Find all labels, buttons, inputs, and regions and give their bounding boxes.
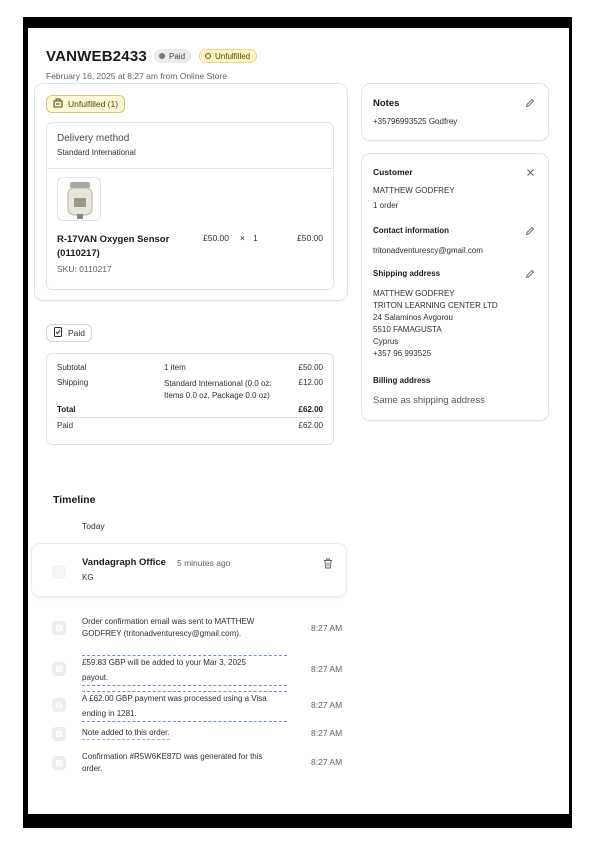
payment-status-label: Paid	[169, 51, 186, 61]
notes-title: Notes	[373, 98, 400, 109]
subtotal-label: Subtotal	[57, 363, 87, 372]
address-line: Cyprus	[373, 337, 399, 346]
billing-address-value: Same as shipping address	[373, 395, 485, 406]
event-text-line: Note added to this order.	[82, 728, 170, 737]
timeline-event-link[interactable]	[82, 655, 287, 686]
total-amount: £62.00	[298, 405, 323, 414]
order-page	[28, 28, 569, 814]
pencil-icon[interactable]	[524, 97, 536, 109]
comment-text: KG	[82, 573, 94, 582]
shipping-desc	[164, 378, 272, 402]
event-text-line: ending in 1281.	[82, 709, 137, 718]
subtotal-amount: £50.00	[298, 363, 323, 372]
status-dot-icon	[159, 53, 165, 59]
fulfillment-inner-box	[46, 122, 334, 290]
package-icon	[53, 98, 63, 110]
product-name[interactable]	[57, 233, 169, 261]
payment-status-badge	[154, 49, 191, 63]
comment-time: 5 minutes ago	[177, 558, 231, 568]
event-time: 8:27 AM	[311, 728, 343, 738]
timeline-title: Timeline	[53, 494, 96, 506]
notes-card	[362, 84, 548, 140]
product-name-line2: (0110217)	[57, 248, 100, 259]
divider	[47, 168, 333, 169]
shipping-amount: £12.00	[298, 378, 323, 387]
delivery-method-label: Delivery method	[57, 133, 130, 144]
address-line: 24 Salaminos Avgorou	[373, 313, 453, 322]
event-icon	[52, 756, 66, 770]
trash-icon[interactable]	[322, 557, 334, 569]
payment-card	[35, 313, 347, 451]
customer-name[interactable]: MATTHEW GODFREY	[373, 186, 455, 195]
unfulfilled-pill	[46, 95, 125, 113]
address-line: MATTHEW GODFREY	[373, 289, 455, 298]
event-text-line: GODFREY (tritonadventurescy@gmail.com).	[82, 629, 242, 638]
paid-label: Paid	[57, 421, 74, 430]
event-text-line: order.	[82, 764, 103, 773]
status-ring-icon	[205, 53, 211, 59]
customer-title: Customer	[373, 167, 413, 177]
event-time: 8:27 AM	[311, 757, 343, 767]
delivery-method-value: Standard International	[57, 148, 136, 157]
event-text-line: £59.83 GBP will be added to your Mar 3, 2025	[82, 658, 246, 667]
total-label: Total	[57, 405, 76, 414]
event-icon	[52, 727, 66, 741]
order-date-line: February 16, 2025 at 8:27 am from Online Store	[46, 71, 227, 81]
address-line: +357 96 993525	[373, 349, 432, 358]
shipping-label: Shipping	[57, 378, 89, 387]
shipping-address	[373, 288, 498, 360]
fulfillment-card	[35, 84, 347, 300]
product-quantity: 1	[253, 233, 258, 243]
receipt-icon	[53, 327, 63, 339]
multiply-sign: ×	[240, 233, 245, 243]
billing-address-title: Billing address	[373, 376, 431, 385]
timeline-event-link[interactable]	[82, 691, 287, 722]
timeline-today: Today	[82, 521, 105, 531]
subtotal-desc: 1 item	[164, 363, 186, 372]
product-thumbnail[interactable]	[57, 177, 101, 221]
customer-order-count[interactable]: 1 order	[373, 201, 399, 210]
event-icon	[52, 662, 66, 676]
contact-title: Contact information	[373, 226, 449, 235]
notes-text: +35796993525 Godfrey	[373, 117, 458, 126]
paid-pill	[46, 324, 92, 342]
close-icon[interactable]	[524, 166, 536, 178]
paid-amount: £62.00	[298, 421, 323, 430]
event-icon	[52, 698, 66, 712]
pencil-icon[interactable]	[524, 225, 536, 237]
customer-card	[362, 154, 548, 420]
shipping-address-title: Shipping address	[373, 269, 441, 278]
address-line: TRITON LEARNING CENTER LTD	[373, 301, 498, 310]
pencil-icon[interactable]	[524, 268, 536, 280]
timeline-comment-card	[32, 544, 346, 596]
product-price: £50.00	[203, 233, 229, 243]
product-name-line1: R-17VAN Oxygen Sensor	[57, 234, 170, 245]
fulfillment-status-badge	[199, 49, 257, 63]
shipping-desc-line2: Items 0.0 oz, Package 0.0 oz)	[164, 391, 270, 400]
event-time: 8:27 AM	[311, 623, 343, 633]
timeline-event	[82, 751, 292, 775]
fulfillment-status-label: Unfulfilled	[215, 51, 251, 61]
unfulfilled-pill-label: Unfulfilled (1)	[68, 99, 119, 109]
event-time: 8:27 AM	[311, 700, 343, 710]
comment-author: Vandagraph Office	[82, 557, 166, 568]
event-text-line: Confirmation #R5W6KE87D was generated for this	[82, 752, 263, 761]
paid-pill-label: Paid	[68, 328, 86, 338]
avatar	[52, 565, 66, 579]
order-number: VANWEB2433	[46, 48, 147, 65]
timeline-event-link[interactable]	[82, 727, 170, 740]
event-time: 8:27 AM	[311, 664, 343, 674]
contact-email[interactable]: tritonadventurescy@gmail.com	[373, 246, 483, 255]
divider	[55, 417, 325, 418]
event-text-line: payout.	[82, 673, 109, 682]
timeline-event	[82, 616, 292, 640]
product-sku: SKU: 0110217	[57, 264, 112, 274]
address-line: 5510 FAMAGUSTA	[373, 325, 442, 334]
payment-summary-box	[46, 353, 334, 445]
event-text-line: A £62.00 GBP payment was processed using a Visa	[82, 694, 267, 703]
product-line-total: £50.00	[297, 233, 323, 243]
event-text-line: Order confirmation email was sent to MATTHEW	[82, 617, 255, 626]
shipping-desc-line1: Standard International (0.0 oz:	[164, 379, 272, 388]
event-icon	[52, 621, 66, 635]
